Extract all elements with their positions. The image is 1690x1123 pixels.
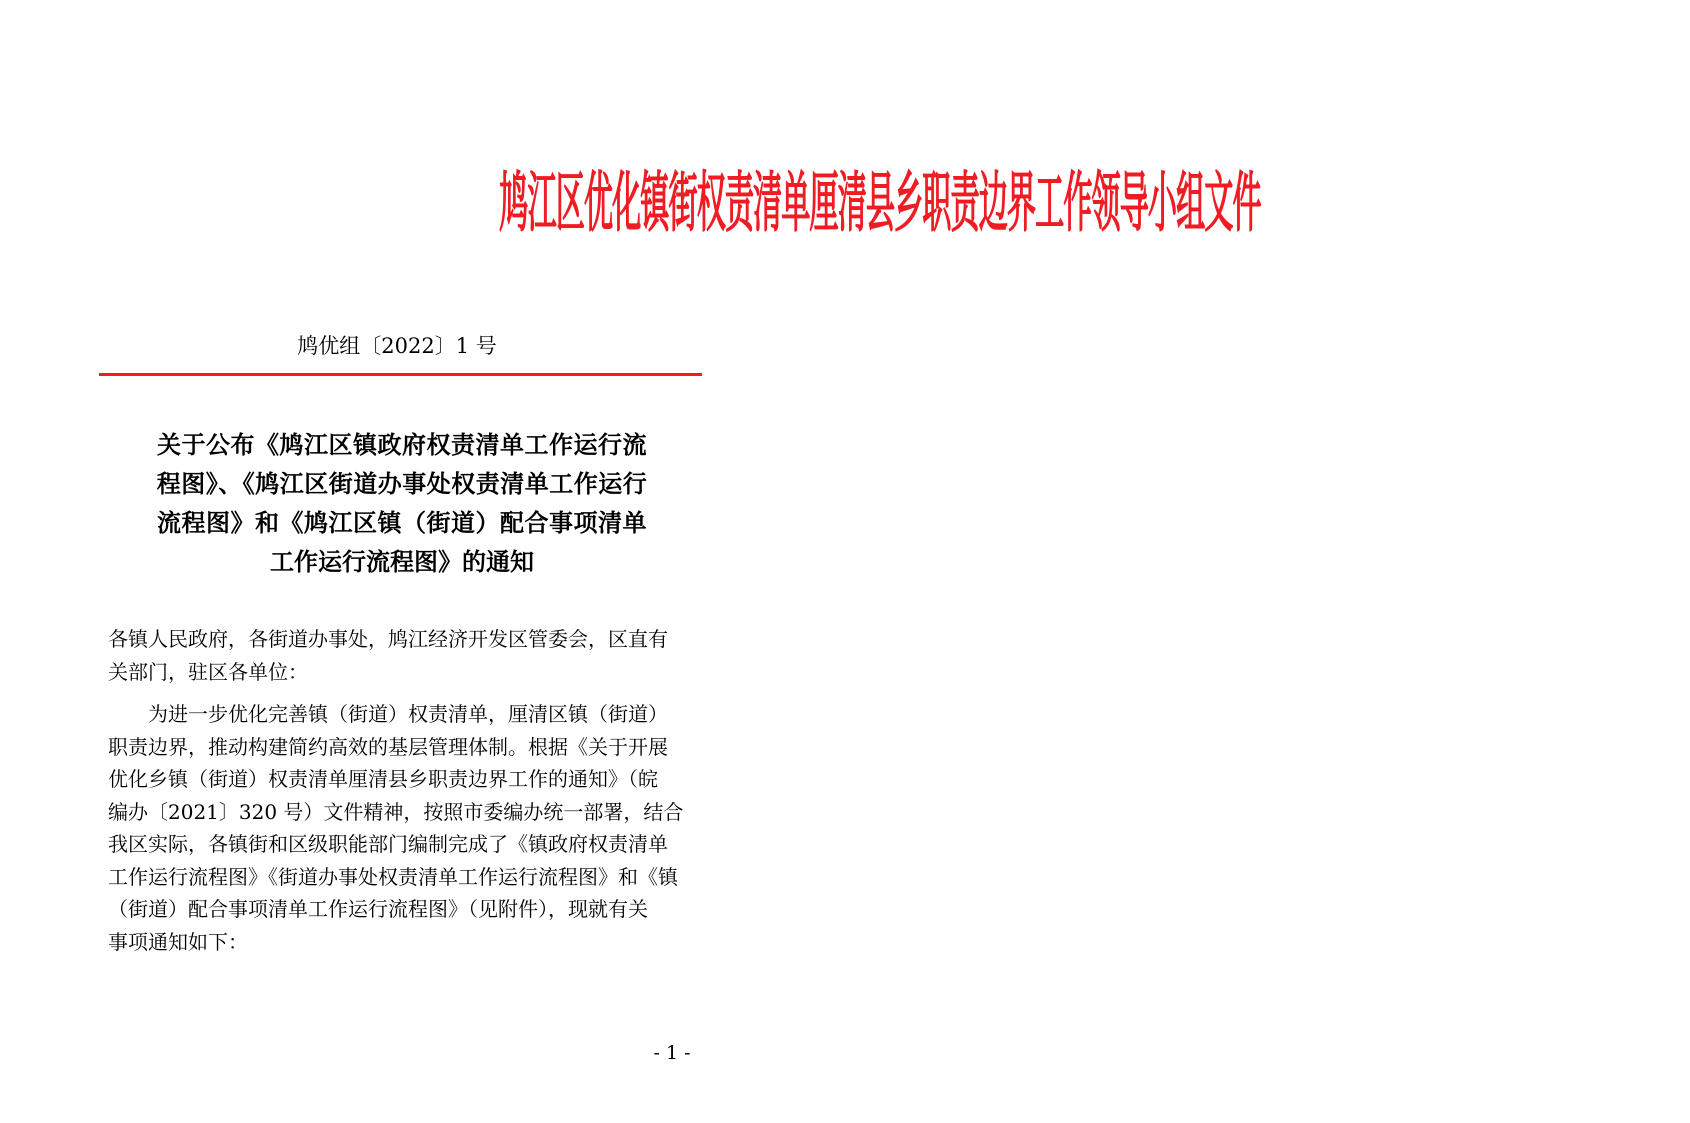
salutation-line: 各镇人民政府，各街道办事处，鸠江经济开发区管委会，区直有 <box>108 627 668 651</box>
paragraph-line: 工作运行流程图》《街道办事处权责清单工作运行流程图》和《镇 <box>108 864 678 889</box>
salutation <box>108 623 698 688</box>
paragraph-line: 我区实际，各镇街和区级职能部门编制完成了《镇政府权责清单 <box>108 832 668 856</box>
paragraph-line: 为进一步优化完善镇（街道）权责清单，厘清区镇（街道） <box>108 702 668 726</box>
paragraph-line: 事项通知如下： <box>108 929 248 954</box>
red-separator-rule <box>99 373 702 376</box>
salutation-line: 关部门，驻区各单位： <box>108 659 308 684</box>
paragraph-line: 编办〔2021〕320 号）文件精神，按照市委编办统一部署，结合 <box>108 799 684 824</box>
document-title <box>104 425 700 581</box>
title-line: 程图》、《鸠江区街道办事处权责清单工作运行 <box>156 469 648 498</box>
body-paragraph <box>108 698 698 958</box>
paragraph-line: 优化乡镇（街道）权责清单厘清县乡职责边界工作的通知》（皖 <box>108 767 658 791</box>
paragraph-line: （街道）配合事项清单工作运行流程图》（见附件），现就有关 <box>108 897 648 921</box>
title-line: 流程图》和《鸠江区镇（街道）配合事项清单 <box>157 508 647 537</box>
red-masthead <box>70 148 1261 258</box>
title-line: 关于公布《鸠江区镇政府权责清单工作运行流 <box>157 430 647 459</box>
document-number: 鸠优组〔2022〕1 号 <box>297 334 497 358</box>
paragraph-line: 职责边界，推动构建简约高效的基层管理体制。根据《关于开展 <box>108 734 668 759</box>
page-number: - 1 - <box>653 1042 691 1064</box>
masthead-issuer: 鸠江区优化镇街权责清单厘清县乡职责边界工作领导小组文件 <box>499 164 1261 241</box>
title-line: 工作运行流程图》的通知 <box>270 547 534 576</box>
